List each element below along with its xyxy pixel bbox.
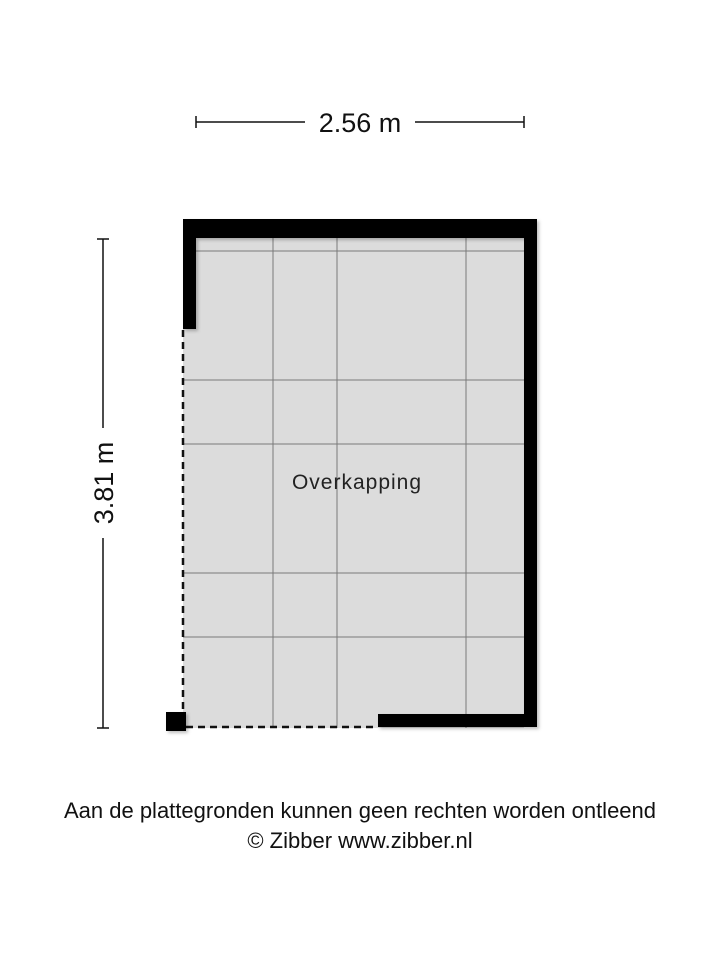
- wall-bottom-right: [378, 714, 537, 727]
- wall-top: [183, 219, 537, 238]
- wall-left-stub: [183, 219, 196, 329]
- copyright-text: © Zibber www.zibber.nl: [247, 828, 473, 853]
- width-dimension: [196, 108, 524, 138]
- room-label: Overkapping: [291, 471, 423, 494]
- width-dimension-label: 2.56 m: [318, 108, 402, 138]
- corner-post: [166, 712, 186, 731]
- height-dimension: [89, 239, 119, 728]
- height-dimension-label: 3.81 m: [89, 441, 119, 525]
- disclaimer-text: Aan de plattegronden kunnen geen rechten worden ontleend: [63, 798, 657, 823]
- wall-right: [524, 219, 537, 727]
